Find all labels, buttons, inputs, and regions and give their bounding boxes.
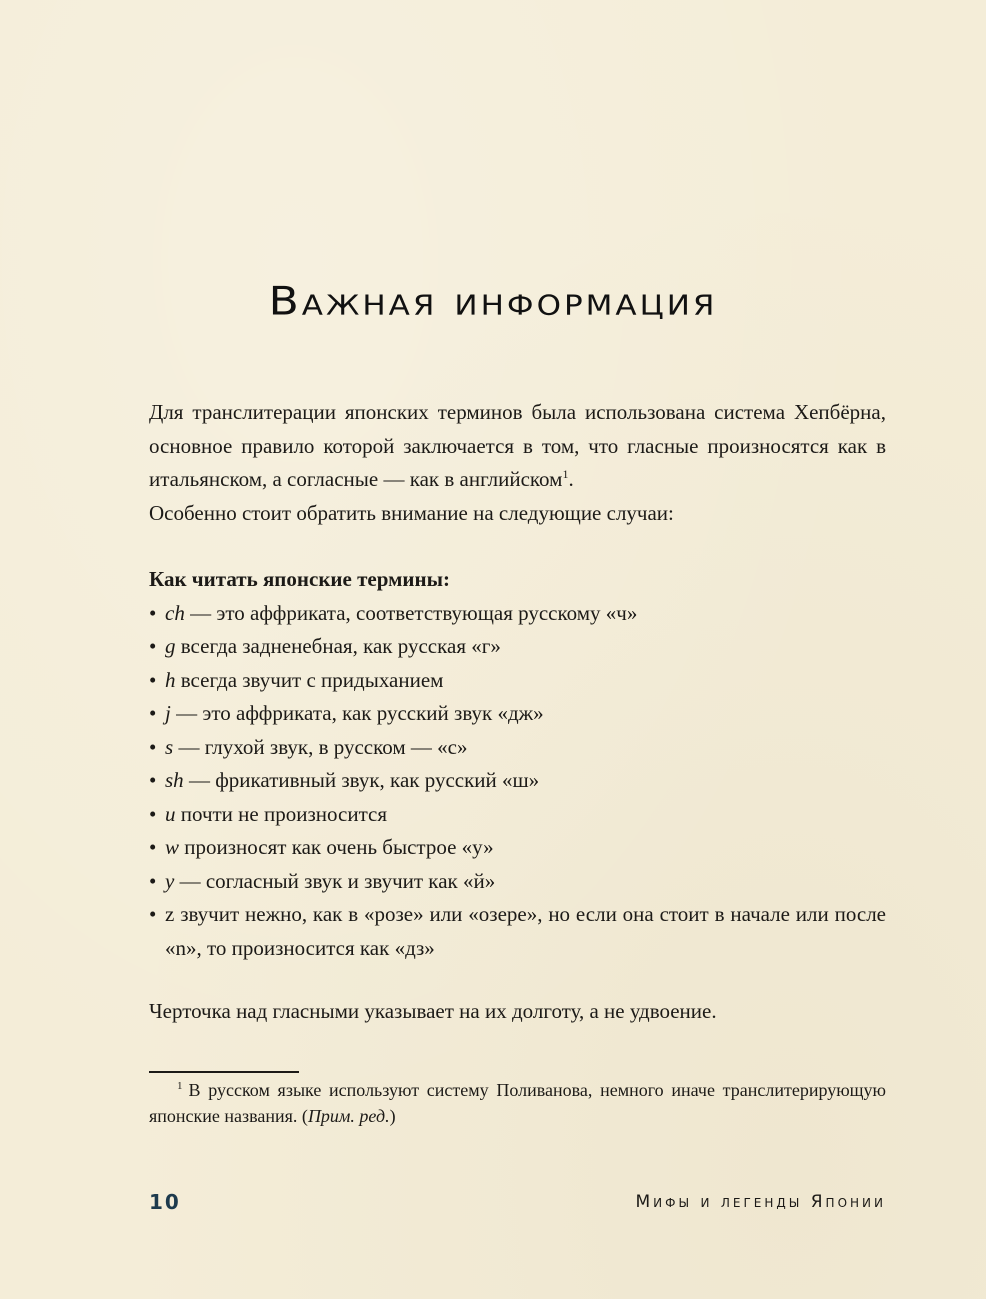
bullet-icon: • bbox=[149, 667, 157, 692]
intro-paragraph-end: . bbox=[568, 467, 574, 491]
bullet-icon: • bbox=[149, 634, 157, 658]
bullet-icon: • bbox=[149, 734, 157, 759]
bullet-icon: • bbox=[149, 768, 157, 792]
intro-paragraph bbox=[149, 396, 886, 497]
page-title: Важная информация bbox=[268, 278, 718, 325]
page-number: 10 bbox=[149, 1190, 181, 1214]
rules-heading: Как читать японские термины: bbox=[149, 567, 450, 591]
rule-term: sh bbox=[165, 768, 184, 792]
rule-text: — фрикативный звук, как русский «ш» bbox=[183, 768, 540, 792]
rule-term: h bbox=[165, 667, 176, 692]
rule-term: w bbox=[165, 835, 180, 859]
footnote-mark: 1 bbox=[177, 1080, 183, 1092]
rule-text: почти не произносится bbox=[175, 801, 387, 826]
rule-item-ch bbox=[149, 597, 886, 631]
footnote-end: ) bbox=[389, 1106, 396, 1126]
rule-item-g bbox=[149, 630, 886, 664]
rule-text: звучит нежно, как в «розе» или «озере», но если она стоит в начале или после «n», то произносится как «дз» bbox=[165, 902, 886, 960]
rule-term: y bbox=[165, 868, 175, 893]
footnote-reference[interactable]: 1 bbox=[562, 467, 569, 481]
rule-item-sh bbox=[149, 764, 886, 798]
bullet-icon: • bbox=[149, 835, 157, 859]
rule-term: j bbox=[165, 701, 171, 725]
rule-term: g bbox=[165, 634, 176, 658]
bullet-icon: • bbox=[149, 902, 157, 926]
rule-term: s bbox=[165, 734, 174, 759]
bullet-icon: • bbox=[149, 801, 157, 826]
rule-item-y bbox=[149, 865, 886, 899]
rule-item-z bbox=[149, 898, 886, 965]
rule-item-u bbox=[149, 798, 886, 832]
rule-term: z bbox=[165, 902, 175, 926]
rule-text: всегда задненебная, как русская «г» bbox=[175, 634, 501, 658]
running-title: Мифы и легенды Японии bbox=[635, 1192, 886, 1212]
vowel-length-note: Черточка над гласными указывает на их долготу, а не удвоение. bbox=[149, 999, 717, 1023]
footnote-divider bbox=[149, 1071, 299, 1073]
rule-text: всегда звучит с придыханием bbox=[175, 667, 444, 692]
intro-section bbox=[149, 396, 886, 530]
rule-text: — глухой звук, в русском — «с» bbox=[173, 734, 468, 759]
rule-item-j bbox=[149, 697, 886, 731]
page-footer bbox=[149, 1190, 886, 1220]
rule-item-w bbox=[149, 831, 886, 865]
rule-term: ch bbox=[165, 600, 185, 625]
footnote-editor-note: Прим. ред. bbox=[307, 1106, 390, 1126]
reading-rules-section bbox=[149, 563, 886, 965]
rule-item-s bbox=[149, 731, 886, 765]
intro-paragraph-2: Особенно стоит обратить внимание на следующие случаи: bbox=[149, 500, 674, 525]
bullet-icon: • bbox=[149, 701, 157, 725]
rule-term: u bbox=[165, 801, 176, 826]
footnote bbox=[149, 1077, 886, 1129]
bullet-icon: • bbox=[149, 868, 157, 893]
rule-item-h bbox=[149, 664, 886, 698]
rules-list bbox=[149, 597, 886, 966]
rule-text: — это аффриката, соответствующая русскому «ч» bbox=[184, 600, 638, 625]
rule-text: — это аффриката, как русский звук «дж» bbox=[170, 701, 544, 725]
intro-paragraph-text: Для транслитерации японских терминов была использована система Хепбёрна, основное правило которой заключается в том, что гласные произносятся как в итальянском, а согласные — как в английском bbox=[149, 400, 886, 491]
bullet-icon: • bbox=[149, 600, 157, 625]
rule-text: — согласный звук и звучит как «й» bbox=[174, 868, 496, 893]
rule-text: произносят как очень быстрое «у» bbox=[179, 835, 494, 859]
footnote-text: В русском языке используют систему Поливанова, немного иначе транслитерирующую японские названия. ( bbox=[149, 1080, 886, 1126]
